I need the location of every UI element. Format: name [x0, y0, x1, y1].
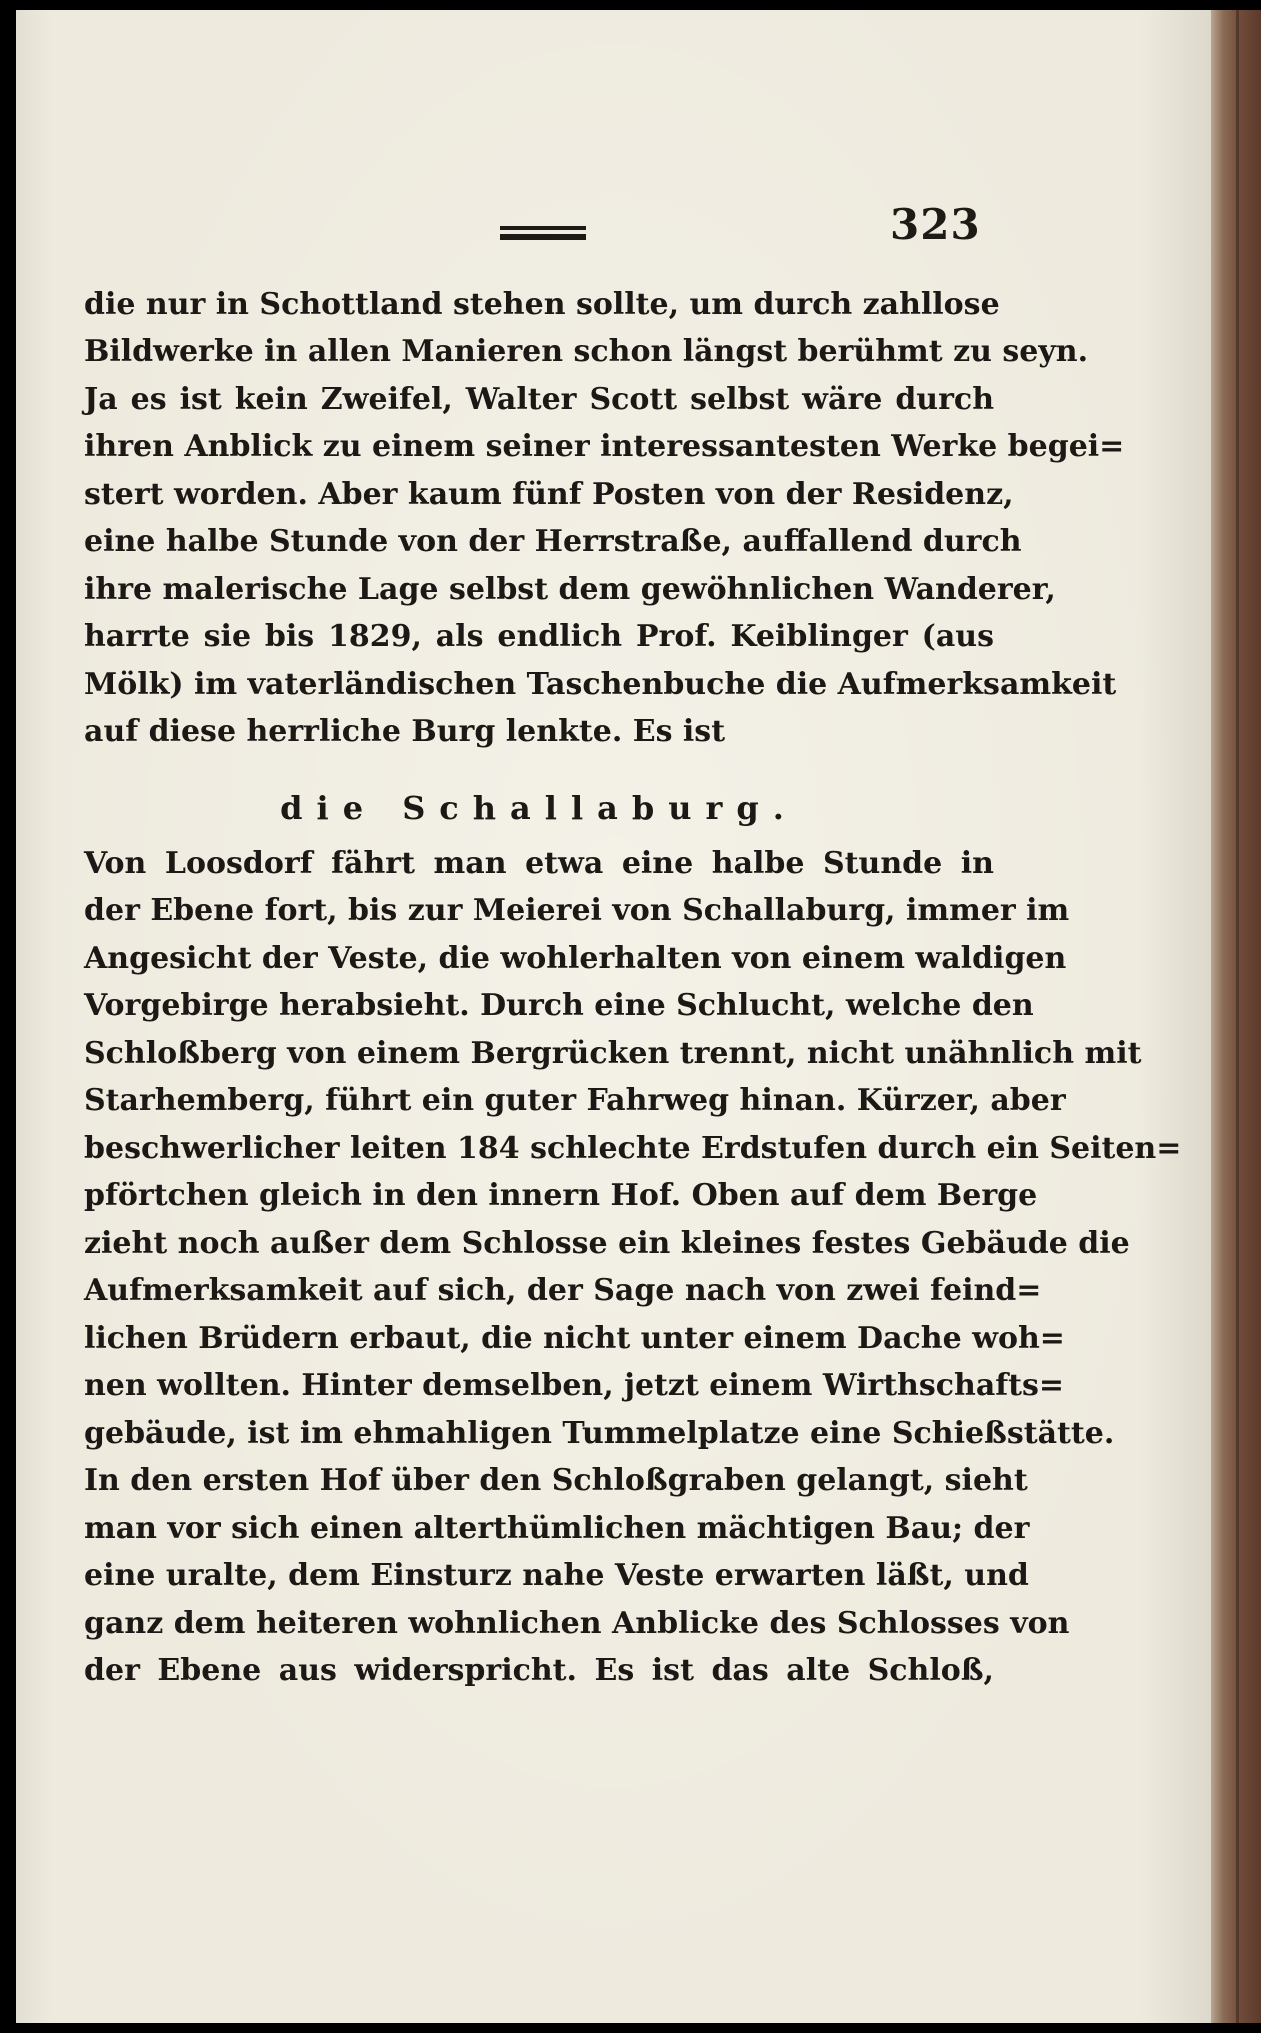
text-line: Starhemberg, führt ein guter Fahrweg hinan. Kürzer, aber — [84, 1083, 1066, 1118]
text-line: Bildwerke in allen Manieren schon längst berühmt zu seyn. — [84, 334, 1089, 369]
text-line: Mölk) im vaterländischen Taschenbuche die Aufmerksamkeit — [84, 667, 1117, 702]
text-line: stert worden. Aber kaum fünf Posten von der Residenz, — [84, 477, 1014, 512]
text-line: In den ersten Hof über den Schloßgraben gelangt, sieht — [84, 1463, 1028, 1498]
text-line: nen wollten. Hinter demselben, jetzt einem Wirthschafts= — [84, 1368, 1065, 1403]
text-line: man vor sich einen alterthümlichen mächtigen Bau; der — [84, 1511, 1030, 1546]
text-line: Aufmerksamkeit auf sich, der Sage nach von zwei feind= — [84, 1273, 1042, 1308]
header-ornament-rule — [500, 226, 586, 240]
text-line: der Ebene aus widerspricht. Es ist das alte Schloß, — [84, 1653, 994, 1688]
text-line: die nur in Schottland stehen sollte, um durch zahllose — [84, 287, 1000, 322]
text-line: ihren Anblick zu einem seiner interessantesten Werke begei= — [84, 429, 1125, 464]
text-line: eine halbe Stunde von der Herrstraße, auffallend durch — [84, 524, 1022, 559]
text-line: Schloßberg von einem Bergrücken trennt, nicht unähnlich mit — [84, 1036, 1142, 1071]
text-line: pförtchen gleich in den innern Hof. Oben auf dem Berge — [84, 1178, 1038, 1213]
text-line: ihre malerische Lage selbst dem gewöhnlichen Wanderer, — [84, 572, 1056, 607]
text-line: eine uralte, dem Einsturz nahe Veste erwarten läßt, und — [84, 1558, 1029, 1593]
text-line: beschwerlicher leiten 184 schlechte Erdstufen durch ein Seiten= — [84, 1131, 1182, 1166]
book-edge-shadow — [1236, 10, 1239, 2023]
text-line: zieht noch außer dem Schlosse ein kleines festes Gebäude die — [84, 1226, 1130, 1261]
text-line: der Ebene fort, bis zur Meierei von Schallaburg, immer im — [84, 893, 1070, 928]
text-line: harrte sie bis 1829, als endlich Prof. Keiblinger (aus — [84, 619, 994, 654]
text-line: ganz dem heiteren wohnlichen Anblicke des Schlosses von — [84, 1606, 1070, 1641]
page-number: 323 — [890, 200, 981, 249]
section-heading: die Schallaburg. — [280, 789, 798, 827]
text-line: Vorgebirge herabsieht. Durch eine Schlucht, welche den — [84, 988, 1034, 1023]
text-line: auf diese herrliche Burg lenkte. Es ist — [84, 714, 726, 749]
text-line: gebäude, ist im ehmahligen Tummelplatze eine Schießstätte. — [84, 1416, 1115, 1451]
text-line: Angesicht der Veste, die wohlerhalten von einem waldigen — [84, 941, 1067, 976]
text-line: Ja es ist kein Zweifel, Walter Scott selbst wäre durch — [84, 382, 994, 417]
text-line: Von Loosdorf fährt man etwa eine halbe Stunde in — [84, 846, 994, 881]
text-line: lichen Brüdern erbaut, die nicht unter einem Dache woh= — [84, 1321, 1065, 1356]
